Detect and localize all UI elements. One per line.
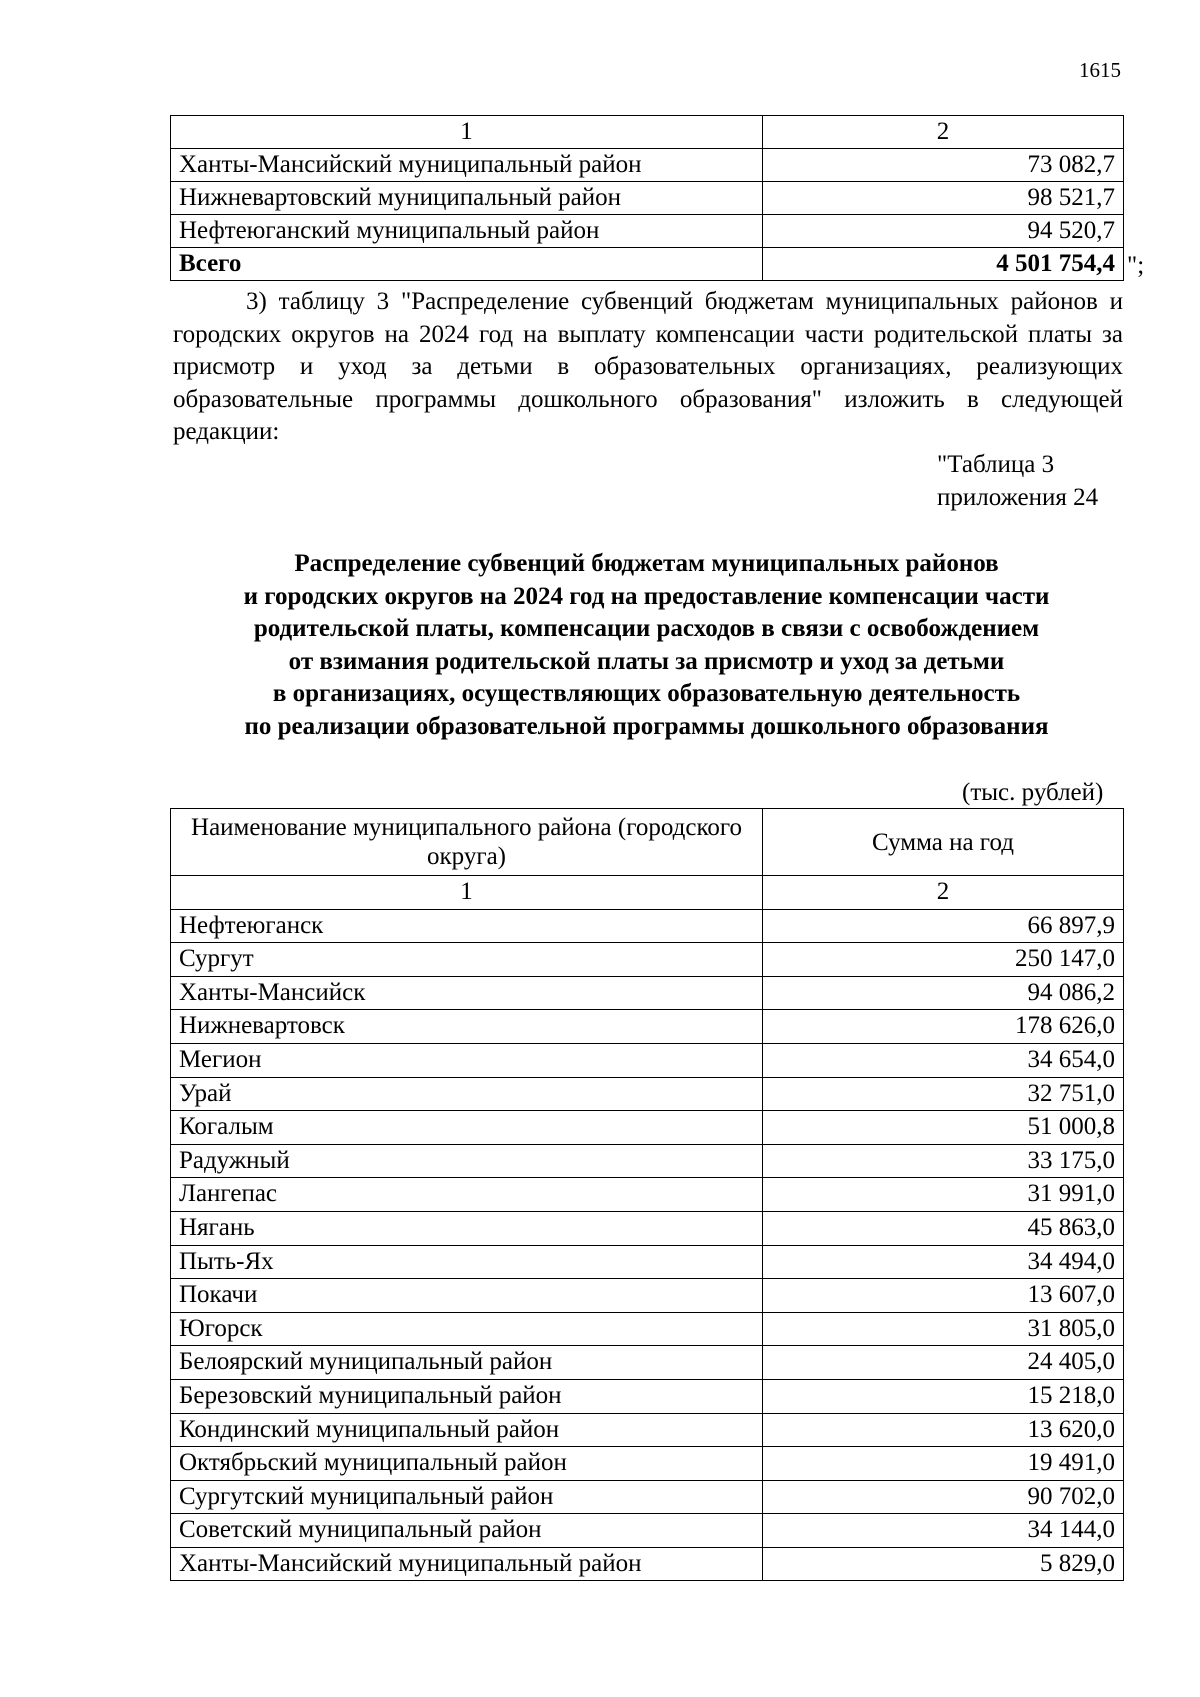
row-name: Лангепас: [171, 1178, 763, 1212]
closing-mark: ";: [1127, 252, 1145, 279]
title-line: в организациях, осуществляющих образовательную деятельность: [272, 680, 1021, 707]
row-value: 51 000,8: [763, 1111, 1124, 1145]
column-number-2: 2: [763, 116, 1124, 149]
row-name: Ханты-Мансийский муниципальный район: [171, 1547, 763, 1581]
amendment-text: 3) таблицу 3 "Распределение субвенций бюджетам муниципальных районов и городских округов на 2024 год на выплату компенсации части родительской платы за присмотр и уход за детьми в образовательных организациях, реализующих образовательные программы дошкольного образования" изложить в следующей редакции:: [173, 288, 1123, 445]
table-row: [171, 1480, 1124, 1514]
table-row: [171, 1077, 1124, 1111]
row-value: 13 620,0: [763, 1413, 1124, 1447]
table-row: [171, 943, 1124, 977]
title-line: от взимания родительской платы за присмотр и уход за детьми: [288, 647, 1005, 675]
row-name: Белоярский муниципальный район: [171, 1346, 763, 1380]
row-name: Сургутский муниципальный район: [171, 1480, 763, 1514]
row-value: 24 405,0: [763, 1346, 1124, 1380]
header-sum-column: Сумма на год: [763, 809, 1124, 876]
total-label: Всего: [171, 248, 763, 281]
row-value: 33 175,0: [763, 1144, 1124, 1178]
table-row: [171, 1379, 1124, 1413]
row-value: 5 829,0: [763, 1547, 1124, 1581]
row-value: 34 654,0: [763, 1043, 1124, 1077]
table-caption: [937, 448, 1098, 514]
table-row: [171, 1413, 1124, 1447]
row-name: Покачи: [171, 1279, 763, 1313]
row-value: 90 702,0: [763, 1480, 1124, 1514]
row-value: 178 626,0: [763, 1010, 1124, 1044]
total-row: [171, 248, 1124, 281]
column-number-1: 1: [171, 116, 763, 149]
table-row: [171, 1346, 1124, 1380]
title-line: Распределение субвенций бюджетам муниципальных районов: [294, 550, 999, 577]
column-number-row: [171, 116, 1124, 149]
table-row: [171, 1514, 1124, 1548]
table-row: [171, 976, 1124, 1010]
row-value: 34 494,0: [763, 1245, 1124, 1279]
row-name: Советский муниципальный район: [171, 1514, 763, 1548]
row-value: 73 082,7: [763, 149, 1124, 182]
table-row: [171, 1312, 1124, 1346]
row-name: Нягань: [171, 1211, 763, 1245]
row-value: 250 147,0: [763, 943, 1124, 977]
page-number: 1615: [1079, 58, 1121, 82]
title-line: родительской платы, компенсации расходов в связи с освобождением: [253, 615, 1040, 642]
subvention-table: [170, 808, 1124, 1581]
table-caption-line-2: приложения 24: [937, 484, 1099, 511]
row-name: Октябрьский муниципальный район: [171, 1447, 763, 1481]
row-name: Нижневартовский муниципальный район: [171, 182, 763, 215]
row-name: Нефтеюганский муниципальный район: [171, 215, 763, 248]
row-value: 34 144,0: [763, 1514, 1124, 1548]
title-line: и городских округов на 2024 год на предоставление компенсации части: [243, 582, 1050, 610]
row-name: Сургут: [171, 943, 763, 977]
table-row: [171, 1010, 1124, 1044]
row-name: Нефтеюганск: [171, 909, 763, 943]
row-value: 31 991,0: [763, 1178, 1124, 1212]
table-row: [171, 1111, 1124, 1145]
table-row: [171, 1279, 1124, 1313]
table-header-row: [171, 809, 1124, 876]
table-row: [171, 1245, 1124, 1279]
row-name: Урай: [171, 1077, 763, 1111]
table-row: [171, 215, 1124, 248]
row-name: Радужный: [171, 1144, 763, 1178]
table-row: [171, 1178, 1124, 1212]
document-title: [170, 548, 1123, 743]
row-value: 32 751,0: [763, 1077, 1124, 1111]
table-row: [171, 909, 1124, 943]
row-name: Березовский муниципальный район: [171, 1379, 763, 1413]
table-row: [171, 1043, 1124, 1077]
units-label: (тыс. рублей): [962, 779, 1104, 806]
row-value: 19 491,0: [763, 1447, 1124, 1481]
row-name: Кондинский муниципальный район: [171, 1413, 763, 1447]
row-value: 31 805,0: [763, 1312, 1124, 1346]
row-name: Югорск: [171, 1312, 763, 1346]
amendment-paragraph: [173, 286, 1123, 449]
title-line: по реализации образовательной программы дошкольного образования: [244, 712, 1049, 740]
row-name: Ханты-Мансийский муниципальный район: [171, 149, 763, 182]
column-number-2: 2: [763, 876, 1124, 910]
row-name: Нижневартовск: [171, 1010, 763, 1044]
table-row: [171, 149, 1124, 182]
row-value: 98 521,7: [763, 182, 1124, 215]
row-value: 94 520,7: [763, 215, 1124, 248]
column-number-1: 1: [171, 876, 763, 910]
row-name: Мегион: [171, 1043, 763, 1077]
row-value: 45 863,0: [763, 1211, 1124, 1245]
table-row: [171, 1211, 1124, 1245]
table-row: [171, 182, 1124, 215]
table-row: [171, 1547, 1124, 1581]
table-row: [171, 1144, 1124, 1178]
header-name-column: Наименование муниципального района (городского округа): [171, 809, 763, 876]
row-value: 13 607,0: [763, 1279, 1124, 1313]
row-name: Когалым: [171, 1111, 763, 1145]
column-number-row: [171, 876, 1124, 910]
row-value: 94 086,2: [763, 976, 1124, 1010]
row-value: 66 897,9: [763, 909, 1124, 943]
row-value: 15 218,0: [763, 1379, 1124, 1413]
table-row: [171, 1447, 1124, 1481]
previous-table: [170, 115, 1124, 281]
row-name: Ханты-Мансийск: [171, 976, 763, 1010]
table-caption-line-1: "Таблица 3: [937, 451, 1055, 478]
row-name: Пыть-Ях: [171, 1245, 763, 1279]
total-value: 4 501 754,4: [763, 248, 1124, 281]
